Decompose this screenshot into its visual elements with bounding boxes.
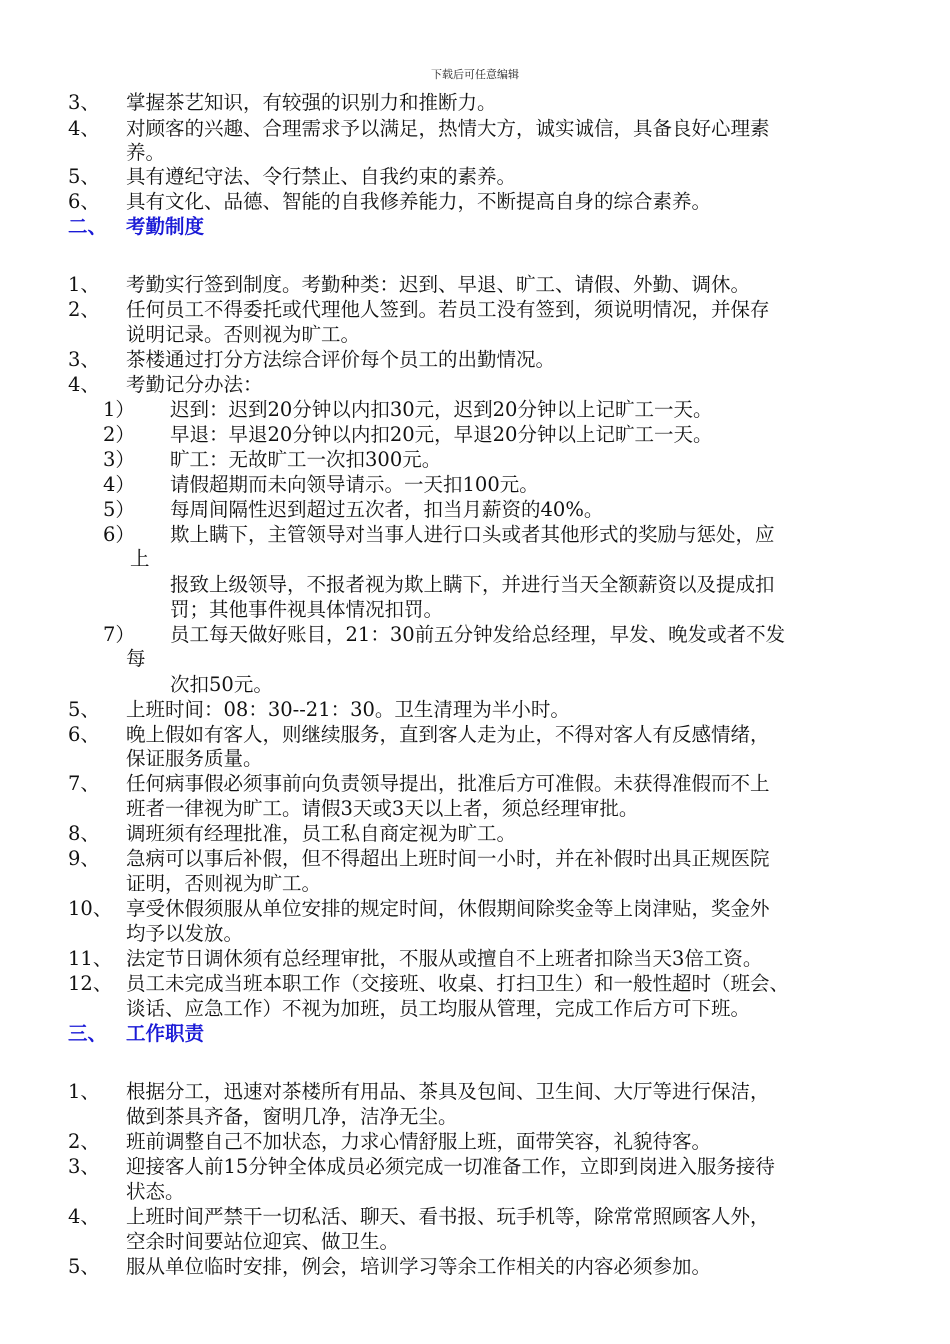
section-number: 二、 bbox=[68, 215, 108, 238]
item-number: 4、 bbox=[68, 1205, 100, 1228]
item-text: 享受休假须服从单位安排的规定时间，休假期间除奖金等上岗津贴，奖金外 bbox=[126, 897, 770, 920]
sub-item-text: 旷工：无故旷工一次扣300元。 bbox=[170, 448, 442, 471]
item-text: 空余时间要站位迎宾、做卫生。 bbox=[126, 1230, 400, 1253]
item-number: 12、 bbox=[68, 972, 113, 995]
item-text: 对顾客的兴趣、合理需求予以满足，热情大方，诚实诚信，具备良好心理素 bbox=[126, 117, 770, 140]
item-text: 谈话、应急工作）不视为加班，员工均服从管理，完成工作后方可下班。 bbox=[126, 997, 751, 1020]
section-title: 工作职责 bbox=[126, 1022, 205, 1045]
item-text: 班者一律视为旷工。请假3天或3天以上者，须总经理审批。 bbox=[126, 797, 639, 820]
item-number: 9、 bbox=[68, 847, 100, 870]
item-number: 1、 bbox=[68, 273, 100, 296]
item-number: 3、 bbox=[68, 91, 100, 114]
item-text: 服从单位临时安排，例会，培训学习等余工作相关的内容必须参加。 bbox=[126, 1255, 712, 1278]
sub-item-text: 请假超期而未向领导请示。一天扣100元。 bbox=[170, 473, 539, 496]
item-text: 上班时间严禁干一切私活、聊天、看书报、玩手机等，除常常照顾客人外， bbox=[126, 1205, 770, 1228]
item-number: 11、 bbox=[68, 947, 113, 970]
item-number: 3、 bbox=[68, 348, 100, 371]
wrap-character: 每 bbox=[126, 647, 146, 670]
sub-item-text: 欺上瞒下，主管领导对当事人进行口头或者其他形式的奖励与惩处，应 bbox=[170, 523, 775, 546]
page-header: 下载后可任意编辑 bbox=[431, 68, 519, 81]
item-text: 均予以发放。 bbox=[126, 922, 244, 945]
item-number: 5、 bbox=[68, 165, 100, 188]
item-number: 3、 bbox=[68, 1155, 100, 1178]
item-number: 4、 bbox=[68, 117, 100, 140]
item-text: 任何员工不得委托或代理他人签到。若员工没有签到，须说明情况，并保存 bbox=[126, 298, 770, 321]
item-text: 迎接客人前15分钟全体成员必须完成一切准备工作，立即到岗进入服务接待 bbox=[126, 1155, 775, 1178]
item-number: 4、 bbox=[68, 373, 100, 396]
item-text: 做到茶具齐备，窗明几净，洁净无尘。 bbox=[126, 1105, 458, 1128]
item-number: 2、 bbox=[68, 1130, 100, 1153]
item-text: 上班时间：08：30--21：30。卫生清理为半小时。 bbox=[126, 698, 570, 721]
item-text: 证明，否则视为旷工。 bbox=[126, 872, 322, 895]
item-number: 10、 bbox=[68, 897, 113, 920]
sub-item-text: 报致上级领导，不报者视为欺上瞒下，并进行当天全额薪资以及提成扣 bbox=[170, 573, 775, 596]
sub-item-text: 员工每天做好账目，21：30前五分钟发给总经理，早发、晚发或者不发 bbox=[170, 623, 786, 646]
sub-item-text: 迟到：迟到20分钟以内扣30元，迟到20分钟以上记旷工一天。 bbox=[170, 398, 713, 421]
item-text: 茶楼通过打分方法综合评价每个员工的出勤情况。 bbox=[126, 348, 556, 371]
item-number: 6、 bbox=[68, 723, 100, 746]
item-number: 2、 bbox=[68, 298, 100, 321]
item-text: 掌握茶艺知识，有较强的识别力和推断力。 bbox=[126, 91, 497, 114]
sub-item-text: 每周间隔性迟到超过五次者，扣当月薪资的40%。 bbox=[170, 498, 604, 521]
item-number: 6、 bbox=[68, 190, 100, 213]
item-text: 说明记录。否则视为旷工。 bbox=[126, 323, 361, 346]
sub-item-text: 早退：早退20分钟以内扣20元，早退20分钟以上记旷工一天。 bbox=[170, 423, 713, 446]
item-text: 根据分工，迅速对茶楼所有用品、茶具及包间、卫生间、大厅等进行保洁， bbox=[126, 1080, 770, 1103]
item-text: 状态。 bbox=[126, 1180, 185, 1203]
item-number: 8、 bbox=[68, 822, 100, 845]
item-text: 具有遵纪守法、令行禁止、自我约束的素养。 bbox=[126, 165, 517, 188]
sub-item-text: 次扣50元。 bbox=[170, 673, 273, 696]
item-number: 5、 bbox=[68, 698, 100, 721]
sub-item-number: 5） bbox=[103, 498, 135, 521]
section-number: 三、 bbox=[68, 1022, 108, 1045]
section-title: 考勤制度 bbox=[126, 215, 205, 238]
item-text: 任何病事假必须事前向负责领导提出，批准后方可准假。未获得准假而不上 bbox=[126, 772, 770, 795]
item-number: 1、 bbox=[68, 1080, 100, 1103]
wrap-character: 上 bbox=[130, 547, 150, 570]
item-text: 养。 bbox=[126, 141, 166, 164]
sub-item-number: 7） bbox=[103, 623, 135, 646]
sub-item-number: 1） bbox=[103, 398, 135, 421]
sub-item-number: 6） bbox=[103, 523, 135, 546]
sub-item-number: 2） bbox=[103, 423, 135, 446]
item-text: 员工未完成当班本职工作（交接班、收桌、打扫卫生）和一般性超时（班会、 bbox=[126, 972, 790, 995]
sub-item-text: 罚；其他事件视具体情况扣罚。 bbox=[170, 598, 444, 621]
item-number: 7、 bbox=[68, 772, 100, 795]
item-text: 调班须有经理批准，员工私自商定视为旷工。 bbox=[126, 822, 517, 845]
item-text: 考勤记分办法： bbox=[126, 373, 263, 396]
sub-item-number: 4） bbox=[103, 473, 135, 496]
item-number: 5、 bbox=[68, 1255, 100, 1278]
item-text: 急病可以事后补假，但不得超出上班时间一小时，并在补假时出具正规医院 bbox=[126, 847, 770, 870]
item-text: 班前调整自己不加状态，力求心情舒服上班，面带笑容，礼貌待客。 bbox=[126, 1130, 712, 1153]
item-text: 晚上假如有客人，则继续服务，直到客人走为止，不得对客人有反感情绪， bbox=[126, 723, 770, 746]
item-text: 保证服务质量。 bbox=[126, 747, 263, 770]
item-text: 法定节日调休须有总经理审批，不服从或擅自不上班者扣除当天3倍工资。 bbox=[126, 947, 763, 970]
item-text: 考勤实行签到制度。考勤种类：迟到、早退、旷工、请假、外勤、调休。 bbox=[126, 273, 751, 296]
sub-item-number: 3） bbox=[103, 448, 135, 471]
item-text: 具有文化、品德、智能的自我修养能力，不断提高自身的综合素养。 bbox=[126, 190, 712, 213]
